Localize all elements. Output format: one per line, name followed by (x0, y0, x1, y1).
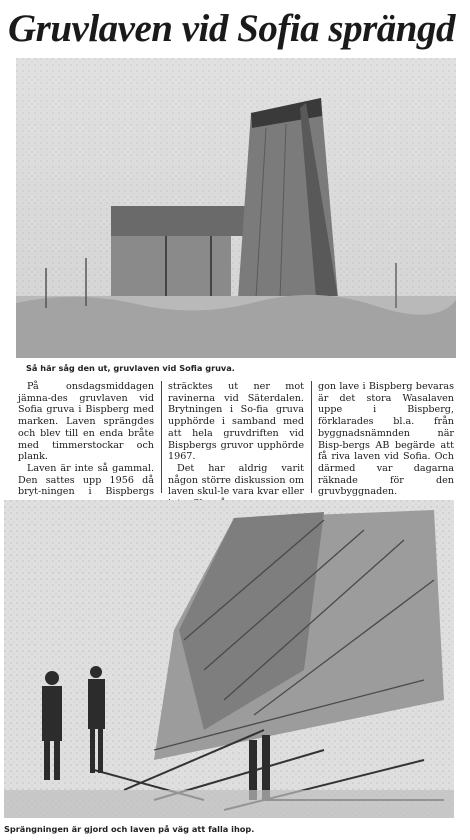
paragraph: Det har aldrig varit någon större diskussion om laven skul-le vara kvar eller (168, 462, 304, 498)
photo-caption-top: Så här såg den ut, gruvlaven vid Sofia gruva. (26, 363, 235, 373)
article-column-3 (318, 381, 454, 498)
article-column-2 (168, 381, 304, 510)
paragraph: På onsdagsmiddagen jämna-des gruvlaven vid Sofia gruva i Bispberg med marken. Laven sprängdes och blev till en enda bråte med timmerstockar och plank. (18, 381, 154, 463)
article-body (18, 381, 458, 498)
demolition-photo (4, 500, 454, 818)
mine-headframe-photo (16, 58, 456, 358)
photo-caption-bottom: Sprängningen är gjord och laven på väg att falla ihop. (4, 824, 255, 834)
paragraph: sträcktes ut ner mot ravinerna vid Säterdalen. Brytningen i So-fia gruva upphörde i samband med att hela gruvdriften vid Bispbergs gruvor upphörde 1967. (168, 381, 304, 463)
headline: Gruvlaven vid Sofia sprängd (8, 7, 455, 50)
paragraph: gon lave i Bispberg bevaras är det stora Wasalaven uppe i Bispberg, förklarades bl.a. från byggnadsnämnden när Bisp-bergs AB begärde att få riva laven vid Sofia. Och därmed var dagarna räknade för den gruvbyggnaden. (318, 381, 454, 498)
paragraph: Laven är inte så gammal. Den sattes upp 1956 då bryt-ningen i Bispbergs (18, 462, 154, 498)
article-column-1 (18, 381, 154, 510)
column-divider (161, 381, 162, 493)
column-divider (311, 381, 312, 493)
